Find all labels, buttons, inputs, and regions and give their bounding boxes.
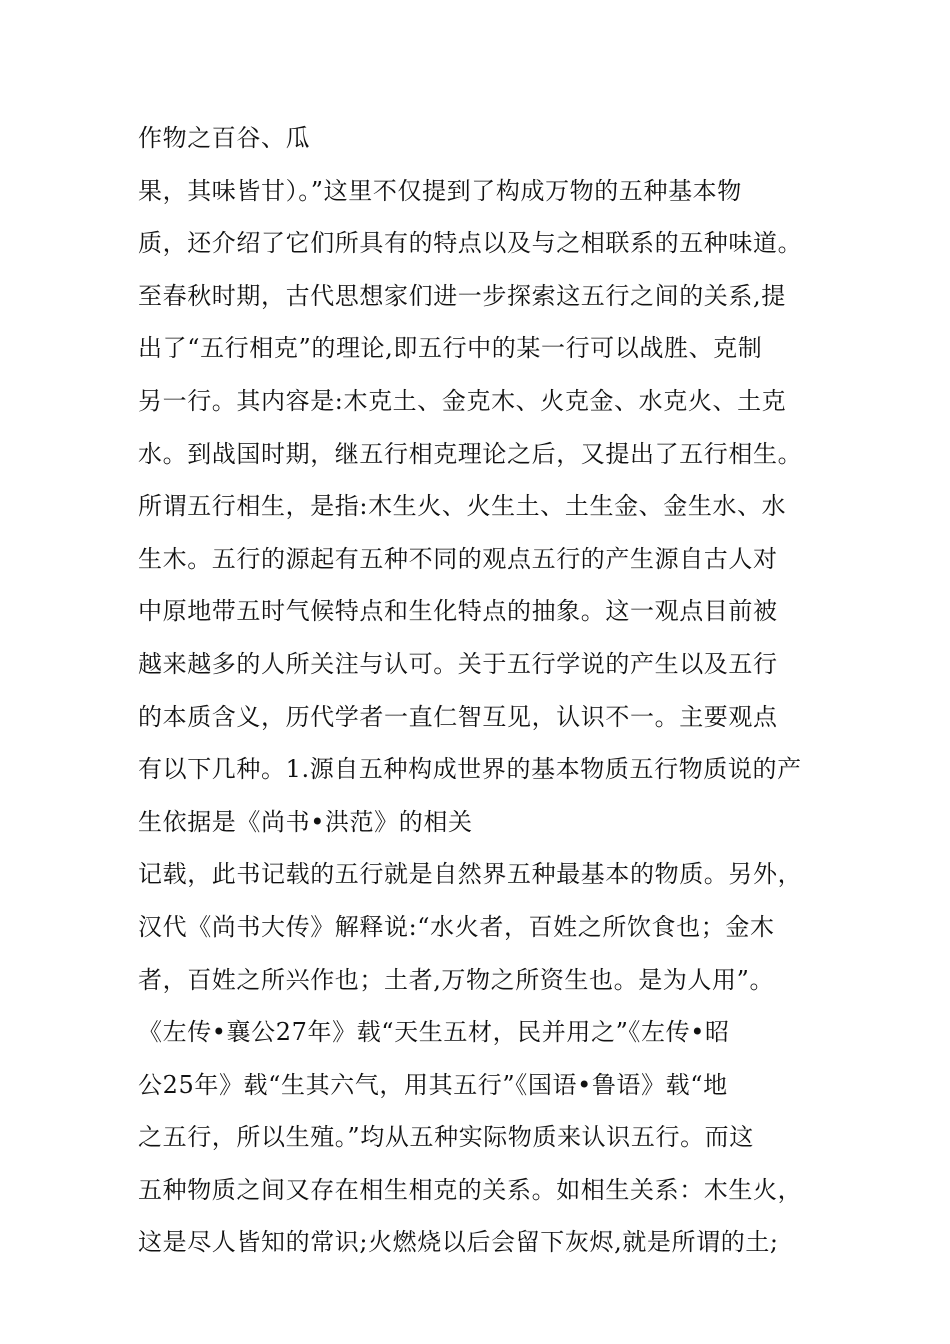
text-line: 出了“五行相克”的理论,即五行中的某一行可以战胜、克制: [138, 334, 763, 363]
text-line: 所谓五行相生，是指:木生火、火生土、土生金、金生水、水: [138, 492, 787, 521]
text-line: 生依据是《尚书•洪范》的相关: [138, 807, 473, 836]
text-line: 的本质含义，历代学者一直仁智互见，认识不一。主要观点: [138, 702, 778, 731]
text-line: 有以下几种。1.源自五种构成世界的基本物质五行物质说的产: [138, 755, 802, 784]
text-line: 五种物质之间又存在相生相克的关系。如相生关系：木生火，: [138, 1175, 803, 1204]
text-line: 者，百姓之所兴作也；土者,万物之所资生也。是为人用”。: [138, 965, 775, 994]
text-line: 水。到战国时期，继五行相克理论之后，又提出了五行相生。: [138, 439, 803, 468]
text-line: 汉代《尚书大传》解释说:“水火者，百姓之所饮食也；金木: [138, 912, 775, 941]
text-line: 果，其味皆甘）。”这里不仅提到了构成万物的五种基本物: [138, 176, 742, 205]
body-text: [138, 112, 838, 1269]
text-line: 至春秋时期，古代思想家们进一步探索这五行之间的关系,提: [138, 281, 786, 310]
text-line: 质，还介绍了它们所具有的特点以及与之相联系的五种味道。: [138, 229, 803, 258]
text-line: 公25年》载“生其六气，用其五行”《国语•鲁语》载“地: [138, 1070, 728, 1099]
text-line: 这是尽人皆知的常识;火燃烧以后会留下灰烬,就是所谓的土;: [138, 1228, 779, 1257]
text-line: 越来越多的人所关注与认可。关于五行学说的产生以及五行: [138, 649, 778, 678]
text-line: 之五行，所以生殖。”均从五种实际物质来认识五行。而这: [138, 1123, 754, 1152]
text-line: 记载，此书记载的五行就是自然界五种最基本的物质。另外，: [138, 860, 803, 889]
text-line: 作物之百谷、瓜: [138, 124, 311, 152]
text-line: 生木。五行的源起有五种不同的观点五行的产生源自古人对: [138, 544, 778, 573]
text-line: 《左传•襄公27年》载“天生五材，民并用之”《左传•昭: [138, 1018, 730, 1047]
text-line: 中原地带五时气候特点和生化特点的抽象。这一观点目前被: [138, 597, 778, 626]
text-line: 另一行。其内容是:木克土、金克木、火克金、水克火、土克: [138, 386, 787, 415]
